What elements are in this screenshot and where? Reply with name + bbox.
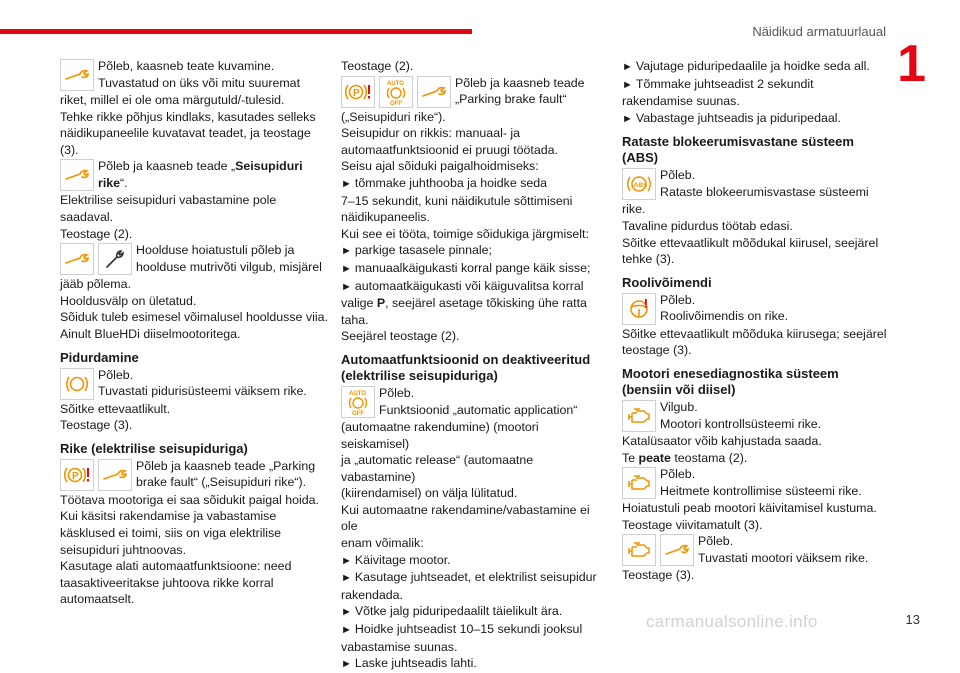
wrench-icon <box>417 76 451 108</box>
service-wrench-icon <box>98 243 132 275</box>
bullet-arrow-icon: ► <box>341 658 352 671</box>
bullet-arrow-icon: ► <box>341 245 352 258</box>
bullet-arrow-icon: ► <box>341 606 352 619</box>
warning-block-engine-emissions: Põleb. Heitmete kontrollimise süsteemi rike. Hoiatustuli peab mootori käivitamisel kustuma. Teostage viivitamatult (3). <box>622 467 877 532</box>
warning-block-abs: ABS Põleb. Rataste blokeerumisvastase süsteemi rike. Tavaline pidurdus töötab edasi. Sõitke ettevaatlikult mõõdukal kiirusel, seejärel tehke (3). <box>622 168 879 267</box>
engine-icon <box>622 467 656 499</box>
wrench-icon <box>98 459 132 491</box>
warning-block-parking-brake-fault-2: P AUTO OFF Põleb ja kaasneb teade „Parking brake fault“ („Seisupiduri rike“). Seisupidur on rikkis: manuaal- ja automaatfunktsioonid ei pruugi töötada. Seisu ajal sõiduki paigalhoidmiseks: ► tõmmake juhthooba ja hoidke seda 7–15 sekundit, kuni näidikutule sõttimiseni näidikupaneelis. Kui see ei tööta, toimige sõidukiga järgmiselt: ► parkige tasasele pinnale; ► manuaalkäigukasti korral pange käik sisse; ► automaatkäigukasti või käiguvalitsa korral valige P, seejärel asetage tõkisking ühe ratta taha. Seejärel teostage (2). <box>341 75 591 344</box>
engine-icon <box>622 400 656 432</box>
bullet-arrow-icon: ► <box>341 554 352 567</box>
warning-block-braking: Põleb. Tuvastati pidurisüsteemi väiksem rike. Sõitke ettevaatlikult. Teostage (3). <box>60 367 307 433</box>
section-heading-auto-functions: Automaatfunktsioonid on deaktiveeritud (elektrilise seisupiduriga) <box>341 351 591 383</box>
bullet-arrow-icon: ► <box>341 624 352 637</box>
brake-warning-icon <box>60 368 94 400</box>
warning-block-steering: Põleb. Roolivõimendis on rike. Sõitke ettevaatlikult mõõduka kiirusega; seejärel teostage (3). <box>622 292 887 358</box>
abs-icon <box>622 168 656 200</box>
bullet-arrow-icon: ► <box>341 262 352 275</box>
bullet-arrow-icon: ► <box>341 280 352 293</box>
warning-block-epb-fault: P Põleb ja kaasneb teade „Parking brake fault“ („Seisupiduri rike“). Töötava mootoriga ei saa sõidukit paigal hoida. Kui käsitsi rakendamise ja vabastamise käsklused ei toimi, siis on viga elektrilise seisupiduri juhtnoovas. Kasutage alati automaatfunktsioone: need taasaktiveeritakse juhtoova rikke korral automaatselt. <box>60 458 319 607</box>
wrench-icon <box>60 59 94 91</box>
wrench-icon <box>60 243 94 275</box>
warning-block-major-fault: Põleb, kaasneb teate kuvamine. Tuvastatud on üks või mitu suuremat riket, millel ei ole oma märgutuld/-tulesid. Tehke rikke põhjus kindlaks, kasutades selleks näidikupaneelile kuvatavat teadet, ja teostage (3). <box>60 59 316 157</box>
auto-off-icon <box>379 76 413 108</box>
section-heading-engine-diagnostics: Mootori enesediagnostika süsteem (bensiin või diisel) <box>622 365 839 397</box>
bullet-arrow-icon: ► <box>341 177 352 190</box>
warning-block-auto-off: AUTO OFF Põleb. Funktsioonid „automatic application“ (automaatne rakendumine) (mootori seiskamisel) ja „automatic release“ (automaatne vabastamine) (kiirendamisel) on välja lülitatud. Kui automaatne rakendamine/vabastamine ei ole enam võimalik: ► Käivitage mootor. ► Kasutage juhtseadet, et elektrilist seisupidur rakendada. ► Võtke jalg piduripedaalilt täielikult ära. ► Hoidke juhtseadist 10–15 sekundi jooksul vabastamise suunas. ► Laske juhtseadis lahti. <box>341 385 597 671</box>
bullet-arrow-icon: ► <box>622 78 633 91</box>
auto-off-icon <box>341 386 375 418</box>
chapter-title: Näidikud armatuurlaual <box>752 24 886 39</box>
warning-block-engine-blinking: Vilgub. Mootori kontrollsüsteemi rike. Katalüsaator võib kahjustada saada. Te peate teostama (2). <box>622 399 822 465</box>
warning-block-engine-minor: Põleb. Tuvastati mootori väiksem rike. Teostage (3). <box>622 534 869 583</box>
section-heading-braking: Pidurdamine <box>60 349 139 365</box>
wrench-icon <box>660 534 694 566</box>
bullet-arrow-icon: ► <box>622 61 633 73</box>
warning-block-parking-brake-fault: Põleb ja kaasneb teade „Seisupiduri rike“. Elektrilise seisupiduri vabastamine pole saadaval. Teostage (2). <box>60 159 303 241</box>
chapter-number: 1 <box>897 35 926 93</box>
header-accent-bar <box>0 29 472 34</box>
section-heading-abs: Rataste blokeerumisvastane süsteem (ABS) <box>622 134 854 166</box>
parking-brake-fault-icon <box>60 459 94 491</box>
column-1 <box>60 58 328 608</box>
page-number: 13 <box>905 612 920 627</box>
svg-text:ABS: ABS <box>633 182 648 190</box>
svg-text:OFF: OFF <box>352 410 364 416</box>
svg-text:P: P <box>353 87 360 99</box>
svg-text:AUTO: AUTO <box>349 390 366 397</box>
engine-icon <box>622 534 656 566</box>
watermark: carmanualsonline.info <box>646 612 818 631</box>
svg-text:OFF: OFF <box>390 100 402 106</box>
section-heading-power-steering: Roolivõimendi <box>622 274 712 290</box>
section-heading-parking-brake-fault: Rike (elektrilise seisupiduriga) <box>60 440 248 456</box>
svg-text:AUTO: AUTO <box>387 80 404 87</box>
bullet-arrow-icon: ► <box>622 112 633 125</box>
instruction-block-release: ► Vajutage piduripedaalile ja hoidke seda all. ► Tõmmake juhtseadist 2 sekundit rakendamise suunas. ► Vabastage juhtseadis ja piduripedaal. <box>622 59 870 125</box>
steering-icon <box>622 293 656 325</box>
warning-block-service: Hoolduse hoiatustuli põleb ja hoolduse mutrivõti vilgub, misjärel jääb põlema. Hooldusvälp on ületatud. Sõiduk tuleb esimesel võimalusel hooldusse viia. Ainult BlueHDi diiselmootoritega. <box>60 243 328 341</box>
column-3 <box>622 58 890 584</box>
svg-text:P: P <box>72 470 79 482</box>
parking-brake-fault-icon <box>341 76 375 108</box>
column-2: Teostage (2). P AUTO OFF Põleb ja kaasneb teade „Parking brake fault“ („Seisupiduri rike“). Seisupidur on rikkis: manuaal- ja automaatfunktsioonid ei pruugi töötada. Seisu ajal sõiduki paigalhoidmiseks: ► tõmmake juhthooba ja hoidke seda 7–15 sekundit, kuni näidikutule sõttimiseni näidikupaneelis. Kui see ei tööta, toimige sõidukiga järgmiselt: ► parkige tasasele pinnale; ► manuaalkäigukasti korral pange käik sisse; ► automaatkäigukasti või käiguvalitsa korral valige P, seejärel asetage tõkisking ühe ratta taha. Seejärel teostage (2). Automaatfunktsioonid on deaktiveeritud (elektrilise seisupiduriga) AUTO OFF Põleb. Funktsioonid „automatic application“ (automaatne rakendumine) (mootori seiskamisel) ja „automatic release“ (automaatne vabastamine) (kiirendamisel) on välja lülitatud. Kui automaatne rakendamine/vabastamine ei ole enam võimalik: ► Käivitage mootor. ► Kasutage juhtseadet, et elektrilist seisupidur rakendada. ► Võtke jalg piduripedaalilt täielikult ära. ► Hoidke juhtseadist 10–15 sekundi jooksul vabastamise suunas. ► Laske juhtseadis lahti. <box>341 58 609 673</box>
wrench-icon <box>60 159 94 191</box>
bullet-arrow-icon: ► <box>341 572 352 585</box>
